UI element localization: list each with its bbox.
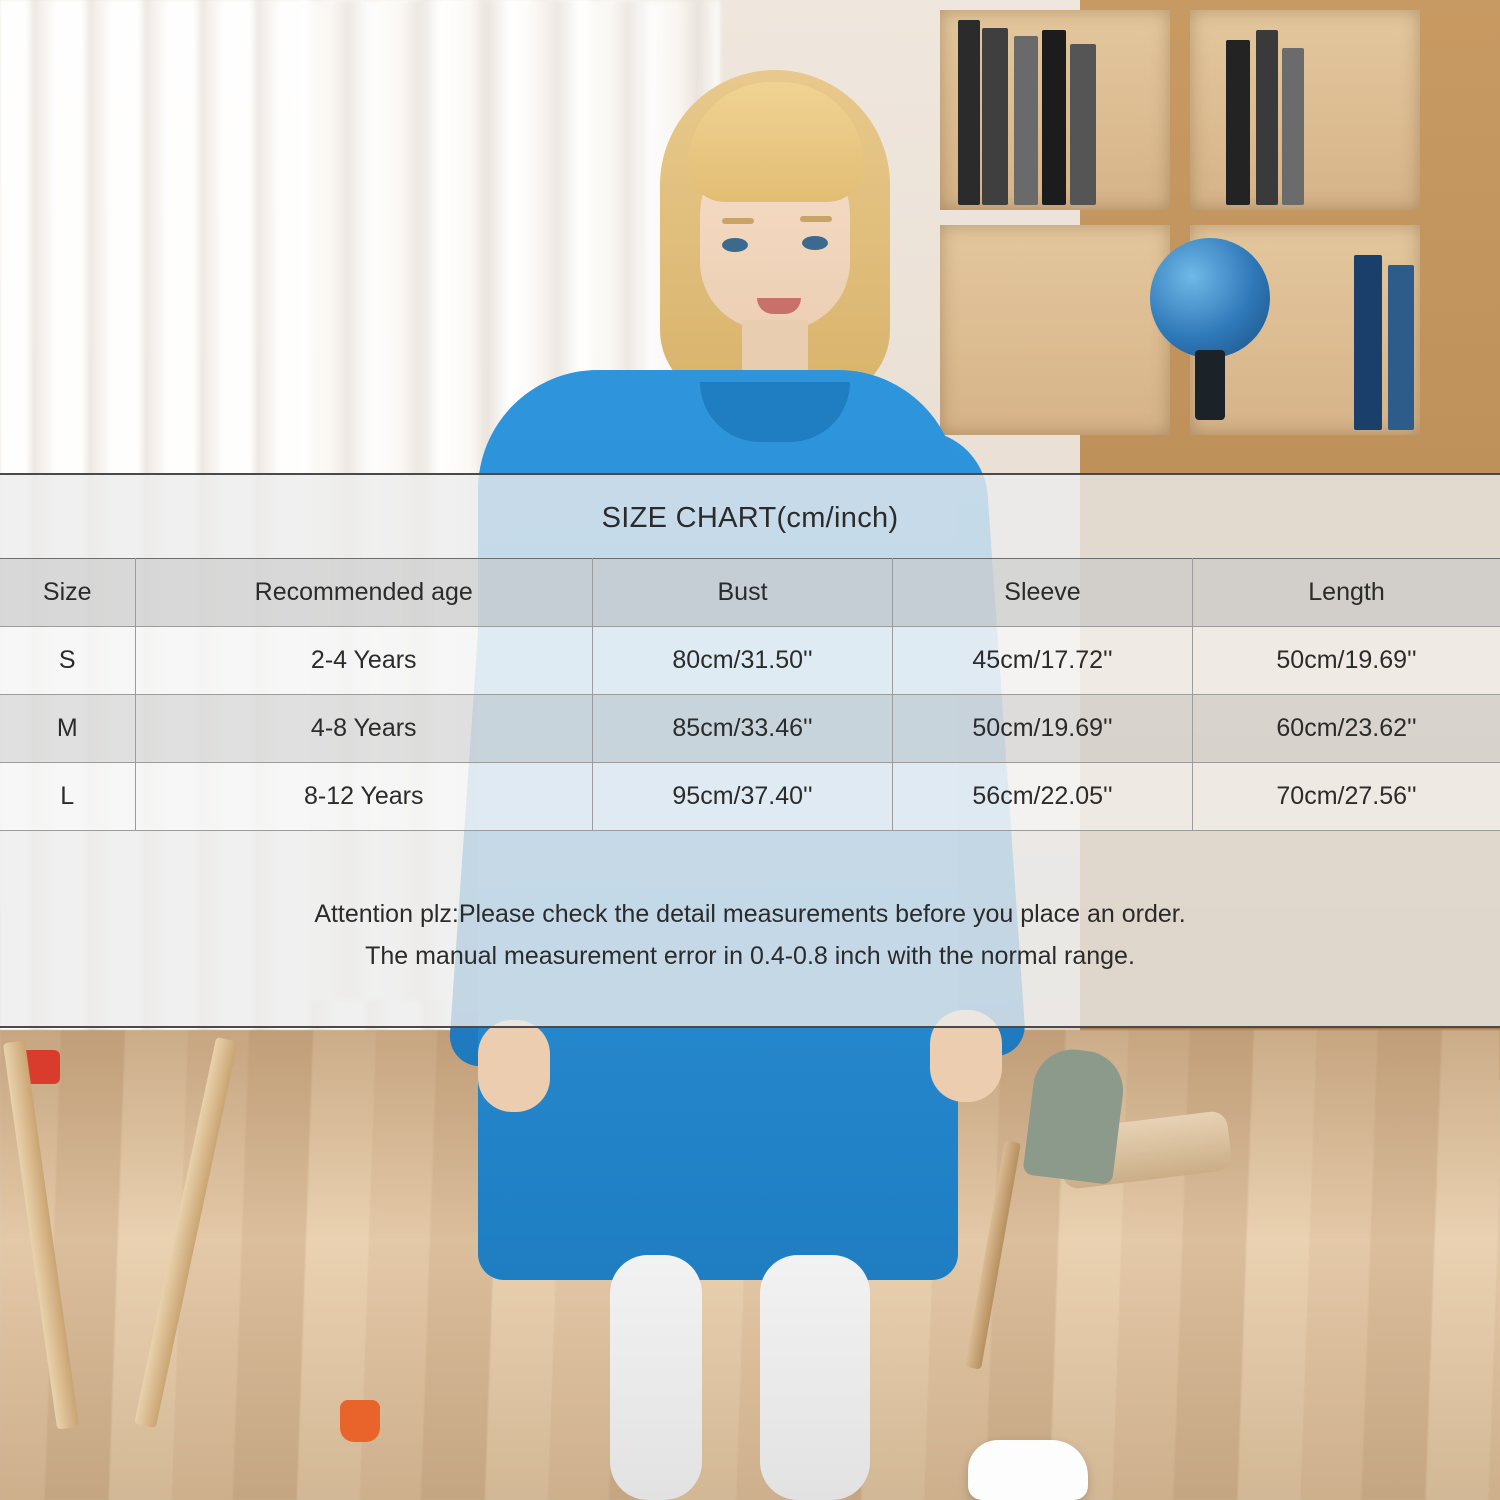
eyebrow bbox=[800, 216, 832, 222]
size-chart-table bbox=[0, 558, 1500, 831]
column-header-size: Size bbox=[0, 559, 135, 627]
size-chart-overlay bbox=[0, 473, 1500, 1028]
eye bbox=[722, 238, 748, 252]
cell-sleeve: 45cm/17.72'' bbox=[893, 627, 1193, 695]
book bbox=[982, 28, 1008, 205]
book bbox=[1354, 255, 1382, 430]
book bbox=[1226, 40, 1250, 205]
book bbox=[958, 20, 980, 205]
cell-size: L bbox=[0, 763, 135, 831]
hand bbox=[478, 1020, 550, 1112]
cell-age: 8-12 Years bbox=[135, 763, 593, 831]
cell-bust: 80cm/31.50'' bbox=[593, 627, 893, 695]
note-line-1: Attention plz:Please check the detail measurements before you place an order. bbox=[314, 900, 1186, 928]
cell-length: 60cm/23.62'' bbox=[1193, 695, 1500, 763]
leg bbox=[610, 1255, 702, 1500]
shelf-compartment bbox=[1190, 10, 1420, 210]
cell-length: 70cm/27.56'' bbox=[1193, 763, 1500, 831]
eye bbox=[802, 236, 828, 250]
size-chart-title: SIZE CHART(cm/inch) bbox=[601, 502, 899, 534]
table-header-row bbox=[0, 559, 1500, 627]
book bbox=[1070, 44, 1096, 205]
eyebrow bbox=[722, 218, 754, 224]
book bbox=[1042, 30, 1066, 205]
column-header-sleeve: Sleeve bbox=[893, 559, 1193, 627]
shelf-compartment bbox=[940, 225, 1170, 435]
book bbox=[1282, 48, 1304, 205]
easel-foot bbox=[340, 1400, 380, 1442]
cell-size: S bbox=[0, 627, 135, 695]
book bbox=[1388, 265, 1414, 430]
leg bbox=[760, 1255, 870, 1500]
book bbox=[1014, 36, 1038, 205]
cell-bust: 95cm/37.40'' bbox=[593, 763, 893, 831]
note-line-2: The manual measurement error in 0.4-0.8 inch with the normal range. bbox=[365, 942, 1135, 970]
column-header-recommended-age: Recommended age bbox=[135, 559, 593, 627]
table-row bbox=[0, 763, 1500, 831]
cell-age: 4-8 Years bbox=[135, 695, 593, 763]
globe-stand bbox=[1195, 350, 1225, 420]
column-header-length: Length bbox=[1193, 559, 1500, 627]
column-header-bust: Bust bbox=[593, 559, 893, 627]
book bbox=[1256, 30, 1278, 205]
table-row bbox=[0, 695, 1500, 763]
size-chart-note bbox=[0, 831, 1500, 977]
cell-bust: 85cm/33.46'' bbox=[593, 695, 893, 763]
globe bbox=[1150, 238, 1270, 358]
cell-age: 2-4 Years bbox=[135, 627, 593, 695]
table-row bbox=[0, 627, 1500, 695]
shoe bbox=[968, 1440, 1088, 1500]
cell-sleeve: 56cm/22.05'' bbox=[893, 763, 1193, 831]
cell-size: M bbox=[0, 695, 135, 763]
cell-length: 50cm/19.69'' bbox=[1193, 627, 1500, 695]
cell-sleeve: 50cm/19.69'' bbox=[893, 695, 1193, 763]
